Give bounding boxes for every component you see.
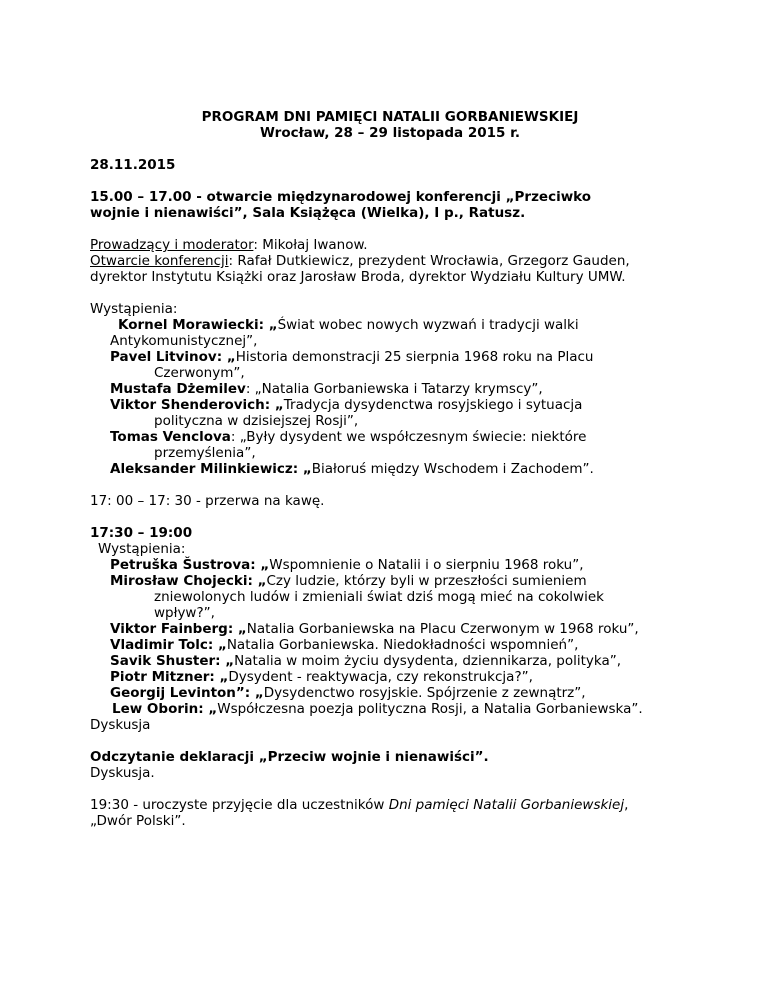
reception-line2: „Dwór Polski”.: [90, 813, 186, 829]
discussion-line: Dyskusja.: [90, 765, 155, 781]
moderator-value: : Mikołaj Iwanow.: [253, 237, 368, 253]
talk-item-cont: zniewolonych ludów i zmieniali świat dziś mogą mieć na cokolwiek: [154, 589, 604, 605]
program-subtitle: Wrocław, 28 – 29 listopada 2015 r.: [260, 125, 520, 141]
reception-line: 19:30 - uroczyste przyjęcie dla uczestników Dni pamięci Natalii Gorbaniewskiej,: [90, 797, 629, 813]
session2-discussion: Dyskusja: [90, 717, 151, 733]
talk-item: Georgij Levinton”: „Dysydenctwo rosyjskie. Spójrzenie z zewnątrz”,: [110, 685, 586, 701]
moderator-line: [90, 237, 690, 253]
date-heading: 28.11.2015: [90, 157, 176, 173]
opening-line: [90, 253, 690, 269]
talk-item: Savik Shuster: „Natalia w moim życiu dysydenta, dziennikarza, polityka”,: [110, 653, 622, 669]
opening-value: : Rafał Dutkiewicz, prezydent Wrocławia, Grzegorz Gauden,: [228, 253, 630, 269]
talk-item: Viktor Shenderovich: „Tradycja dysydenctwa rosyjskiego i sytuacja: [110, 397, 583, 413]
talk-item: Petruška Šustrova: „Wspomnienie o Natalii i o sierpniu 1968 roku”,: [110, 557, 584, 573]
session1-heading-line1: 15.00 – 17.00 - otwarcie międzynarodowej konferencji „Przeciwko: [90, 189, 592, 205]
talk-item: Piotr Mitzner: „Dysydent - reaktywacja, czy rekonstrukcja?”,: [110, 669, 533, 685]
session2-heading: 17:30 – 19:00: [90, 525, 193, 541]
break-line: 17: 00 – 17: 30 - przerwa na kawę.: [90, 493, 325, 509]
talk-item-cont: Czerwonym”,: [154, 365, 245, 381]
opening-line2: dyrektor Instytutu Książki oraz Jarosław Broda, dyrektor Wydziału Kultury UMW.: [90, 269, 626, 285]
declaration-line: Odczytanie deklaracji „Przeciw wojnie i nienawiści”.: [90, 749, 489, 765]
talk-item-cont: wpływ?”,: [154, 605, 215, 621]
session1-talks-label: Wystąpienia:: [90, 301, 178, 317]
talk-item: Vladimir Tolc: „Natalia Gorbaniewska. Niedokładności wspomnień”,: [110, 637, 579, 653]
talk-item: Pavel Litvinov: „Historia demonstracji 25 sierpnia 1968 roku na Placu: [110, 349, 594, 365]
program-title: PROGRAM DNI PAMIĘCI NATALII GORBANIEWSKIEJ: [201, 109, 579, 125]
talk-item-cont: przemyślenia”,: [154, 445, 256, 461]
talk-item: Lew Oborin: „Współczesna poezja polityczna Rosji, a Natalia Gorbaniewska”.: [112, 701, 643, 717]
opening-label: Otwarcie konferencji: [90, 253, 229, 269]
talk-item: Aleksander Milinkiewicz: „Białoruś między Wschodem i Zachodem”.: [110, 461, 594, 477]
session1-heading-line2: wojnie i nienawiści”, Sala Książęca (Wielka), I p., Ratusz.: [90, 205, 526, 221]
moderator-label: Prowadzący i moderator: [90, 237, 254, 253]
talk-item: Viktor Fainberg: „Natalia Gorbaniewska na Placu Czerwonym w 1968 roku”,: [110, 621, 639, 637]
talk-item: Kornel Morawiecki: „Świat wobec nowych wyzwań i tradycji walki: [118, 317, 579, 333]
talk-item-cont: polityczna w dzisiejszej Rosji”,: [154, 413, 359, 429]
document-content: [90, 109, 690, 829]
talk-item: Tomas Venclova: „Były dysydent we współczesnym świecie: niektóre: [110, 429, 587, 445]
talk-item: Mustafa Dżemilev: „Natalia Gorbaniewska i Tatarzy krymscy”,: [110, 381, 543, 397]
talk-item-cont: Antykomunistycznej”,: [110, 333, 258, 349]
session2-talks-label: Wystąpienia:: [98, 541, 186, 557]
talk-item: Mirosław Chojecki: „Czy ludzie, którzy byli w przeszłości sumieniem: [110, 573, 587, 589]
